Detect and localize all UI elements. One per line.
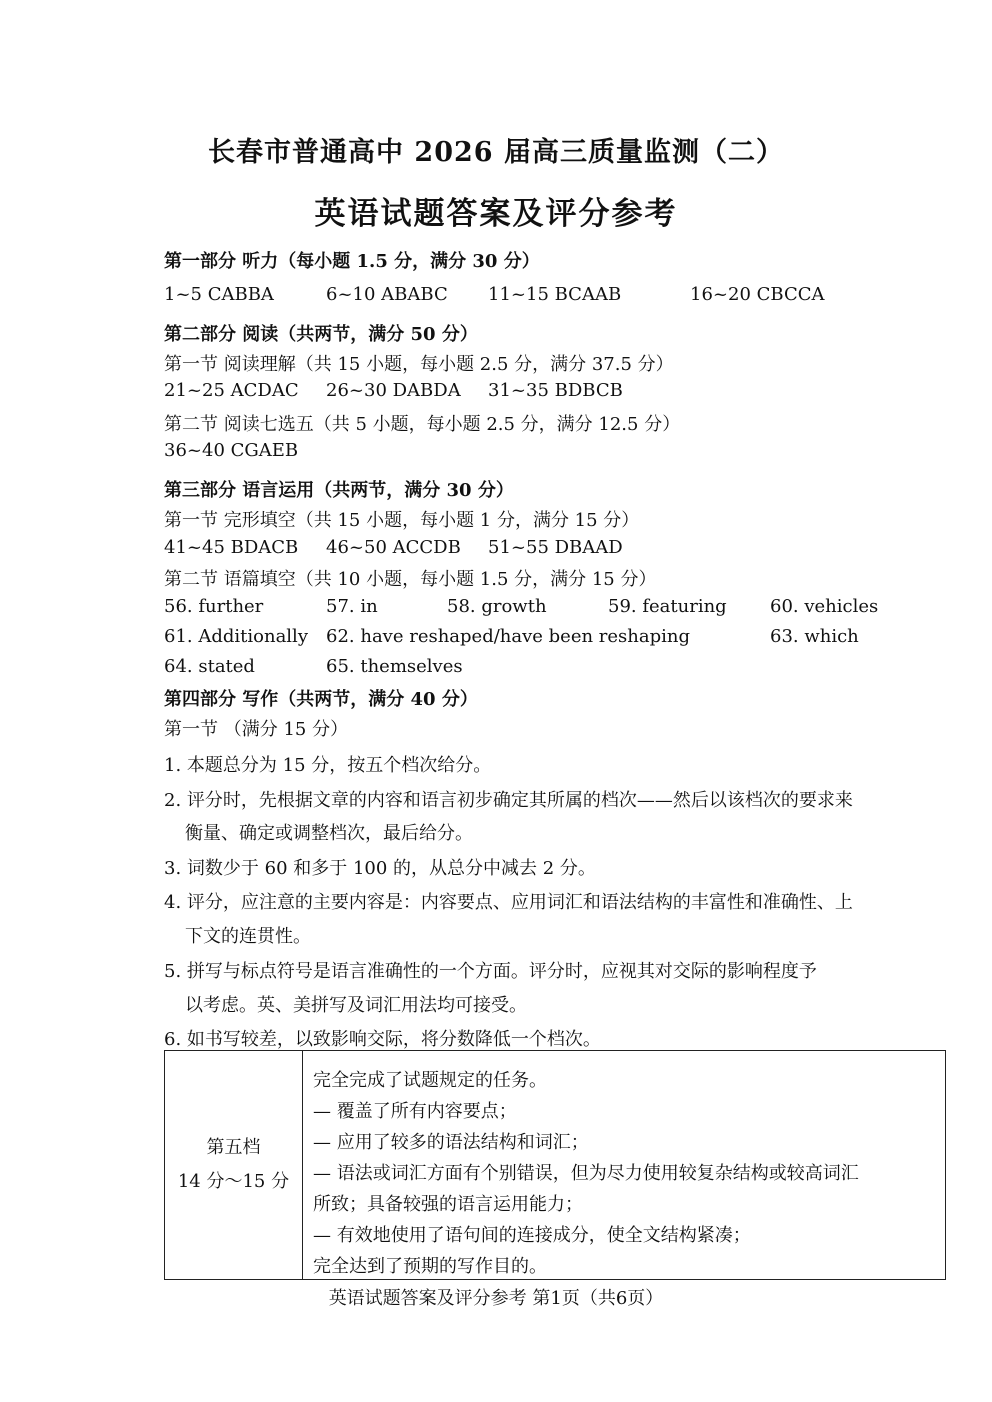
table-column-divider xyxy=(302,1051,303,1279)
answer-group: 6~10 ABABC xyxy=(326,284,448,305)
scoring-rule-continued: 下文的连贯性。 xyxy=(185,926,311,947)
scoring-rule: 6. 如书写较差，以致影响交际，将分数降低一个档次。 xyxy=(164,1029,601,1050)
fill-answer: 60. vehicles xyxy=(770,596,879,617)
answer-group: 41~45 BDACB xyxy=(164,537,299,558)
fill-answer: 64. stated xyxy=(164,656,255,677)
level-description xyxy=(313,1065,943,1282)
answer-group: 36~40 CGAEB xyxy=(164,440,299,461)
answer-group: 21~25 ACDAC xyxy=(164,380,299,401)
scoring-rule-continued: 衡量、确定或调整档次，最后给分。 xyxy=(185,823,473,844)
description-line: — 覆盖了所有内容要点； xyxy=(313,1101,517,1122)
answer-group: 26~30 DABDA xyxy=(326,380,461,401)
part3-heading: 第三部分 语言运用（共两节，满分 30 分） xyxy=(164,480,514,501)
part4-sec1-heading: 第一节 （满分 15 分） xyxy=(164,719,349,740)
level-range: 14 分～15 分 xyxy=(177,1171,290,1192)
fill-answer: 56. further xyxy=(164,596,264,617)
scoring-rule: 3. 词数少于 60 和多于 100 的，从总分中减去 2 分。 xyxy=(164,858,596,879)
part2-sec2-heading: 第二节 阅读七选五（共 5 小题，每小题 2.5 分，满分 12.5 分） xyxy=(164,414,681,435)
fill-answer: 59. featuring xyxy=(608,596,727,617)
part3-sec1-heading: 第一节 完形填空（共 15 小题，每小题 1 分，满分 15 分） xyxy=(164,510,640,531)
scoring-rule: 5. 拼写与标点符号是语言准确性的一个方面。评分时，应视其对交际的影响程度予 xyxy=(164,961,817,982)
document-subtitle: 英语试题答案及评分参考 xyxy=(314,196,678,232)
part2-sec1-heading: 第一节 阅读理解（共 15 小题，每小题 2.5 分，满分 37.5 分） xyxy=(164,354,674,375)
answer-group: 1~5 CABBA xyxy=(164,284,274,305)
description-line: — 有效地使用了语句间的连接成分，使全文结构紧凑； xyxy=(313,1225,751,1246)
answer-group: 11~15 BCAAB xyxy=(488,284,622,305)
answer-group: 51~55 DBAAD xyxy=(488,537,623,558)
level-cell xyxy=(165,1051,302,1279)
fill-answer: 58. growth xyxy=(447,596,547,617)
part2-heading: 第二部分 阅读（共两节，满分 50 分） xyxy=(164,324,478,345)
score-level-table xyxy=(164,1050,946,1280)
scoring-rule: 4. 评分，应注意的主要内容是：内容要点、应用词汇和语法结构的丰富性和准确性、上 xyxy=(164,892,853,913)
fill-answer: 62. have reshaped/have been reshaping xyxy=(326,626,691,647)
answer-group: 46~50 ACCDB xyxy=(326,537,461,558)
page-footer: 英语试题答案及评分参考 第1页（共6页） xyxy=(328,1288,664,1309)
description-line: — 应用了较多的语法结构和词汇； xyxy=(313,1132,589,1153)
scoring-rule: 2. 评分时，先根据文章的内容和语言初步确定其所属的档次——然后以该档次的要求来 xyxy=(164,790,853,811)
answer-group: 16~20 CBCCA xyxy=(690,284,825,305)
description-line: 完全完成了试题规定的任务。 xyxy=(313,1070,547,1091)
document-title: 长春市普通高中 2026 届高三质量监测（二） xyxy=(208,137,784,168)
level-name: 第五档 xyxy=(206,1137,261,1158)
description-line: 完全达到了预期的写作目的。 xyxy=(313,1256,547,1277)
scoring-rule: 1. 本题总分为 15 分，按五个档次给分。 xyxy=(164,755,492,776)
description-line: 所致；具备较强的语言运用能力； xyxy=(313,1194,583,1215)
part1-heading: 第一部分 听力（每小题 1.5 分，满分 30 分） xyxy=(164,251,540,272)
fill-answer: 57. in xyxy=(326,596,378,617)
fill-answer: 61. Additionally xyxy=(164,626,308,647)
part4-heading: 第四部分 写作（共两节，满分 40 分） xyxy=(164,689,478,710)
part3-sec2-heading: 第二节 语篇填空（共 10 小题，每小题 1.5 分，满分 15 分） xyxy=(164,569,657,590)
answer-group: 31~35 BDBCB xyxy=(488,380,623,401)
fill-answer: 63. which xyxy=(770,626,859,647)
fill-answer: 65. themselves xyxy=(326,656,463,677)
description-line: — 语法或词汇方面有个别错误，但为尽力使用较复杂结构或较高词汇 xyxy=(313,1163,859,1184)
scoring-rule-continued: 以考虑。英、美拼写及词汇用法均可接受。 xyxy=(185,995,527,1016)
